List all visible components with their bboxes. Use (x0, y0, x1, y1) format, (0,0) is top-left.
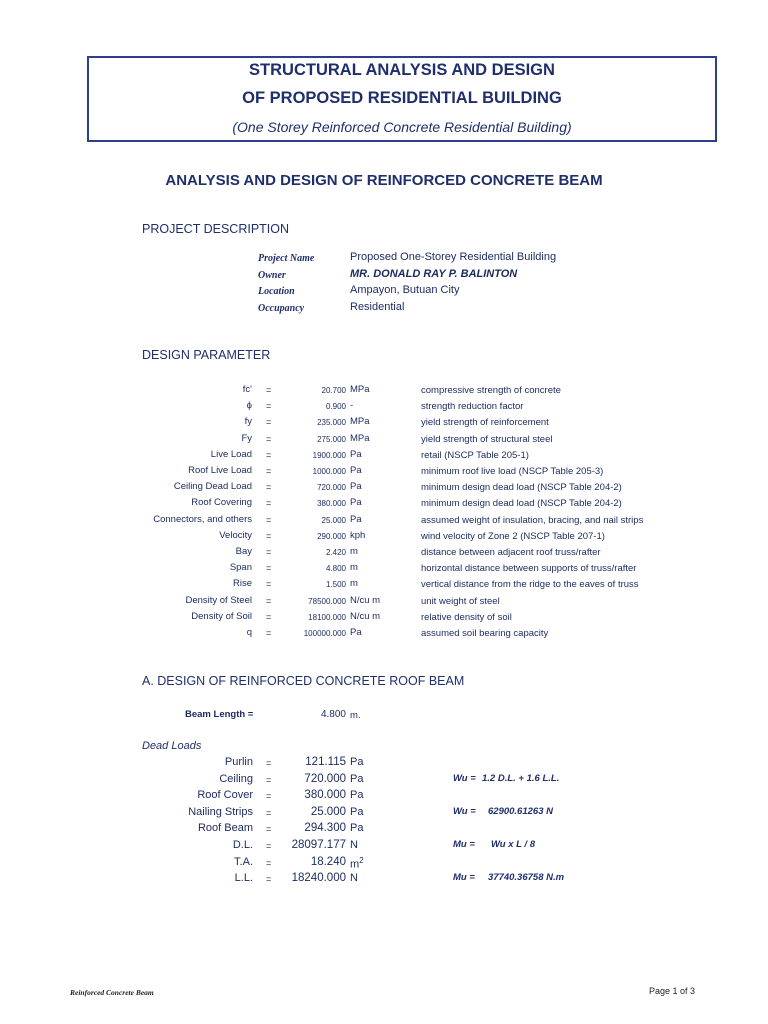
owner-label: Owner (258, 270, 286, 281)
design-param-unit: Pa (350, 481, 362, 492)
beam-length-value: 4.800 (320, 709, 346, 720)
project-name-label: Project Name (258, 253, 315, 264)
title-line-2: OF PROPOSED RESIDENTIAL BUILDING (242, 89, 562, 107)
design-param-unit: Pa (350, 449, 362, 460)
dead-load-unit-text: Pa (350, 806, 364, 818)
design-param-unit: MPa (350, 433, 370, 444)
design-param-value: 2.420 (325, 548, 346, 557)
design-param-label: Density of Soil (191, 611, 252, 622)
design-param-equals: = (266, 417, 272, 427)
design-param-label: Span (229, 562, 252, 573)
design-param-description: assumed soil bearing capacity (421, 628, 549, 639)
design-param-value: 1000.000 (312, 467, 346, 476)
design-param-label: Ceiling Dead Load (173, 481, 252, 492)
dead-load-label: Roof Cover (197, 789, 253, 801)
design-param-label: Rise (232, 578, 252, 589)
design-param-value: 235.000 (317, 418, 346, 427)
design-param-unit: Pa (350, 497, 362, 508)
design-param-description: minimum design dead load (NSCP Table 204-2) (421, 498, 622, 509)
design-param-equals: = (266, 612, 272, 622)
design-param-equals: = (266, 563, 272, 573)
design-param-label: Fy (241, 433, 252, 444)
design-param-description: assumed weight of insulation, bracing, and nail strips (421, 515, 644, 526)
design-param-equals: = (266, 531, 272, 541)
dead-load-unit-exponent: 2 (359, 856, 364, 865)
dead-load-unit-text: Pa (350, 789, 364, 801)
dead-load-label: Purlin (224, 756, 253, 768)
title-line-1: STRUCTURAL ANALYSIS AND DESIGN (249, 61, 555, 79)
design-param-label: fc' (242, 384, 252, 395)
design-param-description: retail (NSCP Table 205-1) (421, 450, 529, 461)
dead-load-value: 28097.177 (291, 839, 346, 851)
design-param-value: 25.000 (321, 516, 346, 525)
design-param-label: Live Load (210, 449, 252, 460)
title-box (87, 56, 717, 142)
design-param-value: 290.000 (317, 532, 346, 541)
design-param-label: fy (244, 416, 252, 427)
dead-load-equals: = (266, 758, 272, 768)
design-param-value: 18100.000 (308, 613, 346, 622)
dead-load-equals: = (266, 841, 272, 851)
beam-length-unit: m. (350, 710, 361, 721)
dead-load-value: 18.240 (310, 856, 346, 868)
dead-load-value: 720.000 (304, 773, 346, 785)
design-param-description: yield strength of structural steel (421, 434, 553, 445)
dead-load-value: 294.300 (304, 822, 346, 834)
design-param-unit: MPa (350, 416, 370, 427)
occupancy-value: Residential (350, 301, 405, 313)
design-param-description: minimum design dead load (NSCP Table 204-2) (421, 482, 622, 493)
design-param-value: 275.000 (317, 435, 346, 444)
design-param-description: unit weight of steel (421, 596, 500, 607)
design-param-label: Connectors, and others (153, 514, 252, 525)
dead-load-unit-text: m (350, 858, 360, 871)
design-param-unit: m (350, 546, 358, 557)
design-param-unit: Pa (350, 465, 362, 476)
design-param-description: distance between adjacent roof truss/rafter (421, 547, 601, 558)
design-param-unit: N/cu m (350, 611, 381, 622)
design-param-equals: = (266, 498, 272, 508)
dead-load-unit (350, 822, 363, 834)
design-param-equals: = (266, 482, 272, 492)
dead-load-value: 380.000 (304, 789, 346, 801)
dead-load-unit (350, 856, 364, 871)
design-param-label: Density of Steel (185, 595, 252, 606)
design-param-unit: m (350, 578, 358, 589)
design-param-label: ϕ (246, 400, 252, 411)
dead-load-label: L.L. (234, 872, 253, 884)
dead-load-unit (350, 789, 363, 801)
design-param-value: 78500.000 (308, 597, 346, 606)
design-param-unit: MPa (350, 384, 370, 395)
dead-load-label: Roof Beam (197, 822, 253, 834)
design-parameter-heading: DESIGN PARAMETER (142, 348, 271, 362)
design-param-equals: = (266, 579, 272, 589)
design-param-label: q (246, 627, 252, 638)
design-param-description: strength reduction factor (421, 401, 524, 412)
dead-load-unit (350, 839, 358, 851)
formula-lhs: Wu = (453, 806, 476, 817)
roof-beam-heading: A. DESIGN OF REINFORCED CONCRETE ROOF BEAM (142, 674, 465, 688)
design-param-label: Bay (235, 546, 252, 557)
project-description-heading: PROJECT DESCRIPTION (142, 222, 290, 236)
formula-lhs: Mu = (453, 872, 475, 883)
design-param-unit: Pa (350, 627, 362, 638)
formula-rhs: 62900.61263 N (488, 806, 553, 817)
design-param-equals: = (266, 401, 272, 411)
design-param-value: 1.500 (325, 580, 346, 589)
dead-loads-heading: Dead Loads (142, 740, 202, 752)
design-param-value: 380.000 (317, 499, 346, 508)
design-param-equals: = (266, 628, 272, 638)
formula-rhs: 37740.36758 N.m (488, 872, 565, 883)
dead-load-value: 18240.000 (291, 872, 346, 884)
location-value: Ampayon, Butuan City (350, 284, 460, 296)
design-param-description: horizontal distance between supports of truss/rafter (421, 563, 637, 574)
dead-load-value: 121.115 (305, 756, 346, 768)
design-param-description: relative density of soil (421, 612, 512, 623)
design-param-label: Velocity (219, 530, 252, 541)
dead-load-equals: = (266, 775, 272, 785)
location-label: Location (258, 286, 295, 297)
design-param-unit: N/cu m (350, 595, 381, 606)
design-param-value: 1900.000 (312, 451, 346, 460)
footer-document-name: Reinforced Concrete Beam (70, 988, 154, 997)
main-heading: ANALYSIS AND DESIGN OF REINFORCED CONCRETE BEAM (165, 172, 603, 189)
dead-load-label: Ceiling (219, 773, 253, 785)
design-param-value: 4.800 (325, 564, 346, 573)
dead-load-unit-text: Pa (350, 773, 364, 785)
design-param-equals: = (266, 450, 272, 460)
dead-load-label: Nailing Strips (188, 806, 253, 818)
dead-load-label: T.A. (234, 856, 253, 868)
formula-rhs: 1.2 D.L. + 1.6 L.L. (482, 773, 560, 784)
design-param-label: Roof Covering (191, 497, 252, 508)
dead-load-unit-text: N (350, 872, 358, 884)
dead-load-equals: = (266, 824, 272, 834)
design-param-label: Roof Live Load (188, 465, 252, 476)
dead-load-equals: = (266, 808, 272, 818)
design-param-equals: = (266, 515, 272, 525)
dead-load-unit (350, 872, 358, 884)
dead-load-unit-text: Pa (350, 822, 364, 834)
occupancy-label: Occupancy (258, 303, 305, 314)
formula-lhs: Wu = (453, 773, 476, 784)
design-param-unit: m (350, 562, 358, 573)
footer-page-number: Page 1 of 3 (649, 986, 696, 996)
design-param-unit: Pa (350, 514, 362, 525)
dead-load-unit-text: N (350, 839, 358, 851)
dead-load-equals: = (266, 874, 272, 884)
design-param-equals: = (266, 434, 272, 444)
dead-load-equals: = (266, 791, 272, 801)
design-param-equals: = (266, 466, 272, 476)
dead-load-unit (350, 756, 363, 768)
formula-rhs: Wu x L / 8 (491, 839, 535, 850)
design-param-description: yield strength of reinforcement (421, 417, 549, 428)
design-param-unit: kph (350, 530, 366, 541)
dead-load-value: 25.000 (310, 806, 346, 818)
design-param-unit: - (350, 400, 354, 411)
dead-load-unit (350, 773, 363, 785)
design-param-equals: = (266, 596, 272, 606)
owner-value: MR. DONALD RAY P. BALINTON (350, 268, 518, 280)
dead-load-label: D.L. (232, 839, 253, 851)
design-param-value: 100000.000 (303, 629, 346, 638)
project-name-value: Proposed One-Storey Residential Building (350, 251, 557, 263)
design-param-value: 0.900 (325, 402, 346, 411)
formula-lhs: Mu = (453, 839, 475, 850)
design-param-description: minimum roof live load (NSCP Table 205-3) (421, 466, 604, 477)
design-param-description: wind velocity of Zone 2 (NSCP Table 207-1) (421, 531, 605, 542)
design-param-value: 20.700 (321, 386, 346, 395)
beam-length-label: Beam Length = (185, 709, 254, 720)
title-subtitle: (One Storey Reinforced Concrete Residential Building) (232, 119, 572, 135)
design-param-equals: = (266, 547, 272, 557)
dead-load-unit (350, 806, 363, 818)
dead-load-unit-text: Pa (350, 756, 364, 768)
dead-load-equals: = (266, 858, 272, 868)
design-param-value: 720.000 (317, 483, 346, 492)
design-param-equals: = (266, 385, 272, 395)
design-param-description: vertical distance from the ridge to the eaves of truss (421, 579, 639, 590)
design-param-description: compressive strength of concrete (421, 385, 561, 396)
